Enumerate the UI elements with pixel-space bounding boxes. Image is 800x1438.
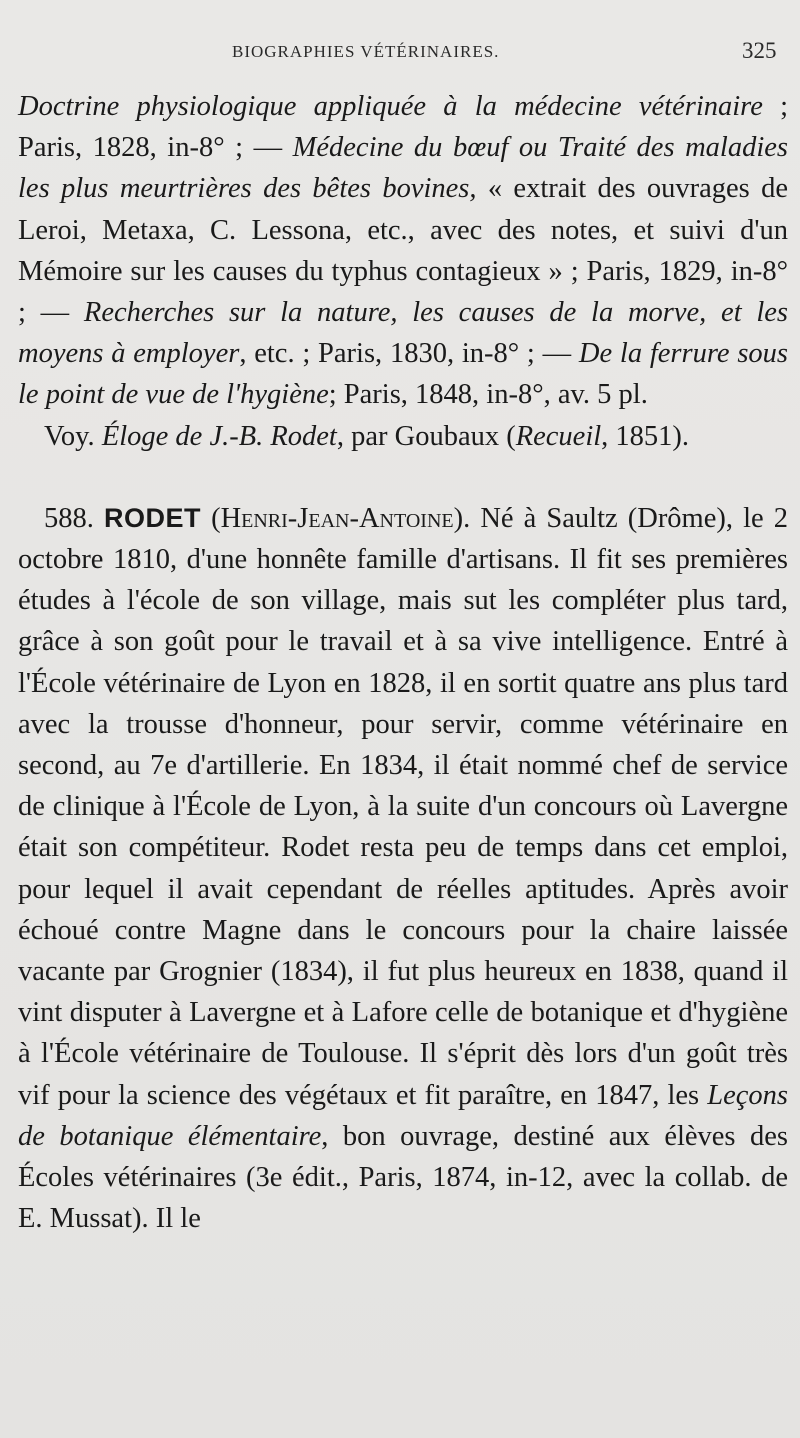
text-span: ( [200,502,221,534]
text-span: « extrait des ouvrages de Leroi, Metaxa, C. Lessona, etc., avec des notes, et suivi d'un Mémoire sur les causes du typhus contagieux » ; Paris, 1829, in-8° ; — [18,173,788,329]
text-span: ). [453,502,481,534]
entry-given-names: Henri-Jean-Antoine [220,502,454,534]
bibliography-paragraph [18,86,788,416]
body-text [18,86,788,1239]
title-recherches-morve: Recherches sur la nature, les causes de la morve, et les moyens à employer [18,297,789,370]
text-span: , par Goubaux ( [336,420,516,452]
text-span: , etc. ; Paris, 1830, in-8° ; — [239,338,579,370]
reference-paragraph [18,416,788,457]
biography-entry [18,498,788,1240]
title-doctrine: Doctrine physiologique appliquée à la médecine vétérinaire [18,91,763,122]
running-title: BIOGRAPHIES VÉTÉRINAIRES. [232,42,500,61]
text-span: ; Paris, 1828, in-8° ; — [18,91,788,164]
title-medecine-boeuf: Médecine du bœuf ou Traité des maladies les plus meurtrières des bêtes bovines, [18,132,788,205]
title-eloge: Éloge de J.-B. Rodet [101,420,337,452]
entry-number: 588. [44,502,104,534]
text-span: ; Paris, 1848, in-8°, av. 5 pl. [328,379,648,411]
text-span: Voy. [44,420,102,452]
entry-surname: RODET [103,502,201,533]
running-head [0,38,800,68]
text-span: , 1851). [601,420,690,452]
entry-text: Né à Saultz (Drôme), le 2 octobre 1810, d'une honnête famille d'artisans. Il fit ses premières études à l'école de son village, mais sut les compléter plus tard, grâce à son goût pour le travail et à sa vive intelligence. Entré à l'École vétérinaire de Lyon en 1828, il en sortit quatre ans plus tard avec la trousse d'honneur, pour servir, comme vétérinaire en second, au 7e d'artillerie. En 1834, il était nommé chef de service de clinique à l'École de Lyon, à la suite d'un concours où Lavergne était son compétiteur. Rodet resta peu de temps dans cet emploi, pour lequel il avait cependant de réelles aptitudes. Après avoir échoué contre Magne dans le concours pour la chaire laissée vacante par Grognier (1834), il fut plus heureux en 1838, quand il vint disputer à Lavergne et à Lafore celle de botanique et d'hygiène à l'École vétérinaire de Toulouse. Il s'éprit dès lors d'un goût très vif pour la science des végétaux et fit paraître, en 1847, les [18,502,788,1111]
title-ferrure: De la ferrure sous le point de vue de l'hygiène [18,338,789,411]
title-recueil: Recueil [515,420,602,452]
entry-text: , bon ouvrage, destiné aux élèves des Écoles vétérinaires (3e édit., Paris, 1874, in-12, avec la collab. de E. Mussat). Il le [18,1120,788,1235]
title-lecons-botanique: Leçons de botanique élémentaire [18,1079,788,1152]
page-number: 325 [742,38,777,63]
